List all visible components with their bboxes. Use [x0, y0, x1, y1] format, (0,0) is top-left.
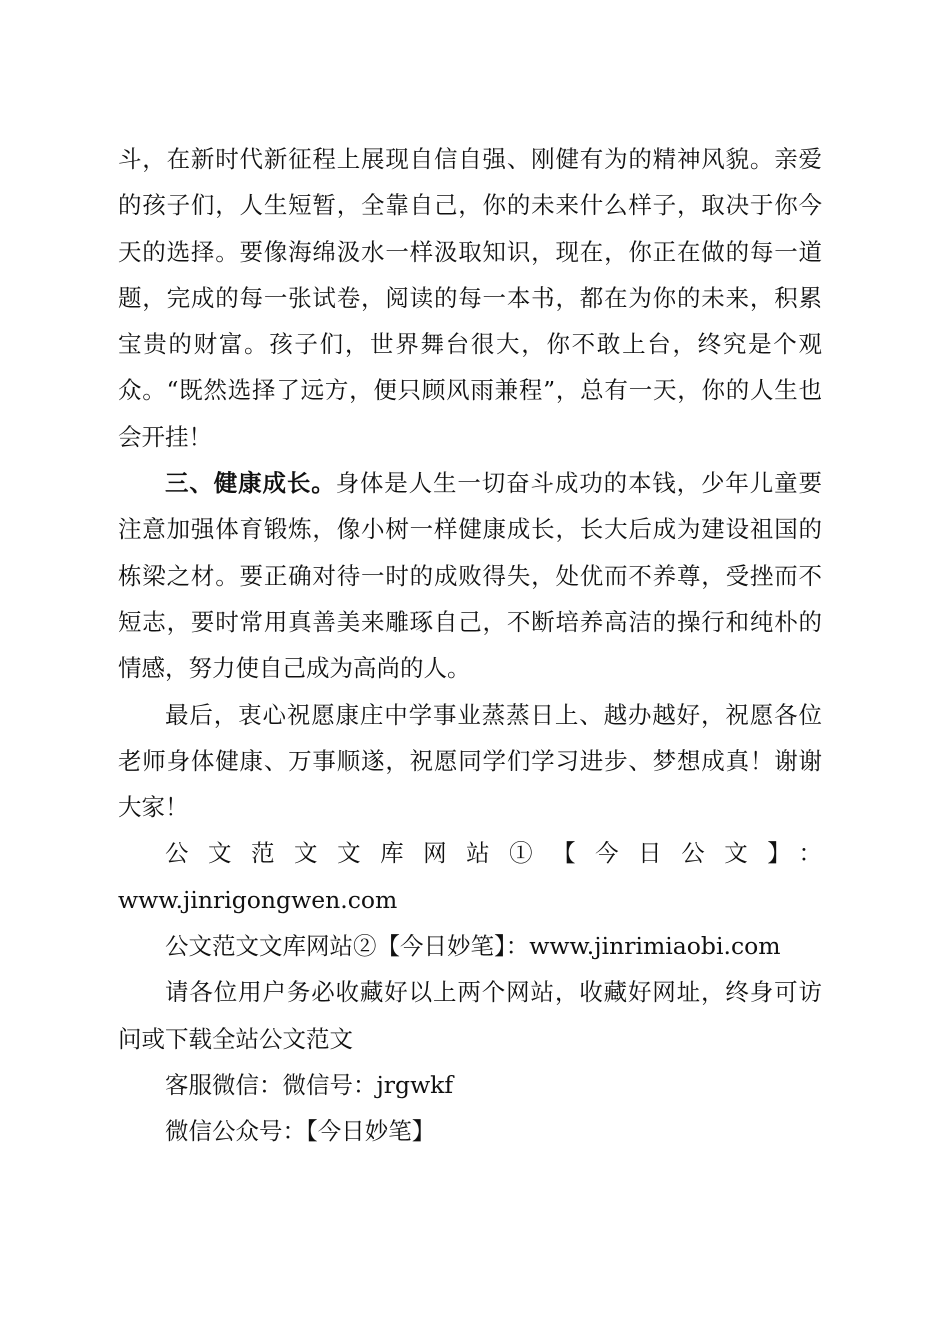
site2-url[interactable]: www.jinrimiaobi.com	[529, 932, 781, 961]
paragraph-healthy-growth	[118, 460, 822, 691]
wechat-official-account: 微信公众号：【今日妙笔】	[165, 1117, 436, 1146]
section-heading: 三、健康成长。	[165, 469, 336, 498]
paragraph-continued: 斗，在新时代新征程上展现自信自强、刚健有为的精神风貌。亲爱的孩子们，人生短暂，全靠自己，你的未来什么样子，取决于你今天的选择。要像海绵汲水一样汲取知识，现在，你正在做的每一道题，完成的每一张试卷，阅读的每一本书，都在为你的未来，积累宝贵的财富。孩子们，世界舞台很大，你不敢上台，终究是个观众。“既然选择了远方，便只顾风雨兼程”，总有一天，你的人生也会开挂！	[118, 145, 822, 451]
site1-label: 公文范文文库网站①【今日公文】：	[165, 839, 822, 868]
document-page	[118, 136, 822, 1155]
site1-url[interactable]: www.jinrigongwen.com	[118, 885, 398, 914]
section-body: 身体是人生一切奋斗成功的本钱，少年儿童要注意加强体育锻炼，像小树一样健康成长，长大后成为建设祖国的栋梁之材。要正确对待一时的成败得失，处优而不养尊，受挫而不短志，要时常用真善美来雕琢自己，不断培养高洁的操行和纯朴的情感，努力使自己成为高尚的人。	[118, 469, 823, 683]
bookmark-notice: 请各位用户务必收藏好以上两个网站，收藏好网址，终身可访问或下载全站公文范文	[118, 978, 822, 1053]
site2-line	[118, 923, 822, 969]
paragraph-closing: 最后，衷心祝愿康庄中学事业蒸蒸日上、越办越好，祝愿各位老师身体健康、万事顺遂，祝愿同学们学习进步、梦想成真！谢谢大家！	[118, 700, 822, 822]
site2-label: 公文范文文库网站②【今日妙笔】：	[165, 932, 530, 961]
wechat-service: 客服微信：微信号：jrgwkf	[165, 1070, 454, 1099]
